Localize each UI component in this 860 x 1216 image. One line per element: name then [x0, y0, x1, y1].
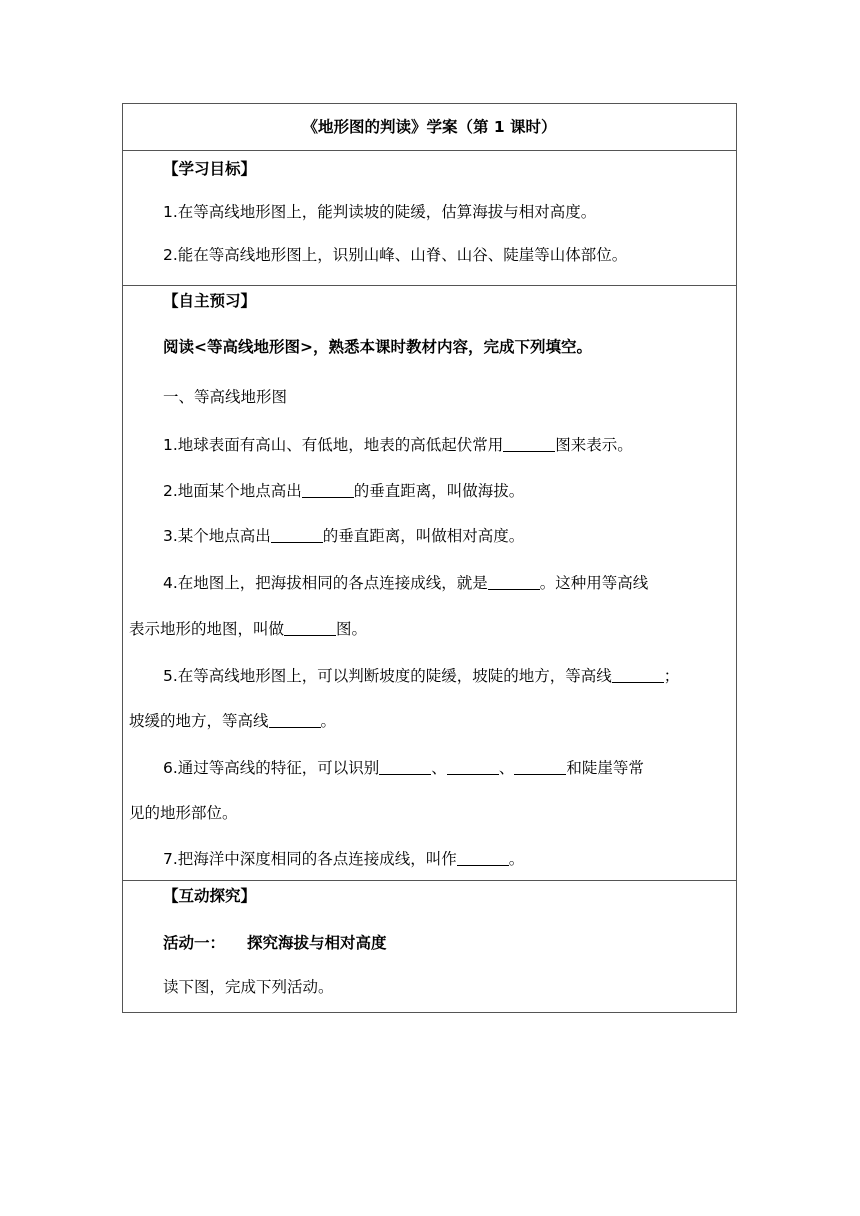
fill-blank[interactable]: [503, 437, 555, 452]
question-1: 1.地球表面有高山、有低地，地表的高低起伏常用 图来表示。: [163, 436, 633, 454]
question-3: 3.某个地点高出 的垂直距离，叫做相对高度。: [163, 527, 525, 545]
goal-item-2: 2.能在等高线地形图上，识别山峰、山脊、山谷、陡崖等山体部位。: [163, 246, 628, 264]
question-4-continued: 表示地形的地图，叫做 图。: [129, 620, 368, 638]
learning-goals-section: [123, 150, 736, 285]
activity-label: 活动一：: [163, 934, 226, 952]
section-heading: 一、等高线地形图: [163, 388, 288, 406]
fill-blank[interactable]: [379, 760, 431, 775]
title-row: [123, 104, 736, 150]
fill-blank[interactable]: [514, 760, 566, 775]
fill-blank[interactable]: [488, 575, 540, 590]
inquiry-heading: 【互动探究】: [163, 887, 257, 905]
fill-blank[interactable]: [302, 483, 354, 498]
fill-blank[interactable]: [457, 851, 509, 866]
question-5: 5.在等高线地形图上，可以判断坡度的陡缓，坡陡的地方，等高线 ；: [163, 667, 680, 685]
fill-blank[interactable]: [284, 621, 336, 636]
question-2: 2.地面某个地点高出 的垂直距离，叫做海拔。: [163, 482, 525, 500]
activity-heading: [123, 933, 736, 953]
fill-blank[interactable]: [612, 668, 664, 683]
worksheet-table: [122, 103, 737, 1013]
self-preview-section: [123, 285, 736, 880]
preview-heading: 【自主预习】: [163, 292, 257, 310]
goal-item-1: 1.在等高线地形图上，能判读坡的陡缓，估算海拔与相对高度。: [163, 203, 597, 221]
fill-blank[interactable]: [269, 713, 321, 728]
preview-intro: 阅读<等高线地形图>，熟悉本课时教材内容，完成下列填空。: [163, 338, 592, 356]
page-title: 《地形图的判读》学案（第 1 课时）: [302, 118, 557, 136]
activity-title: 探究海拔与相对高度: [247, 934, 387, 952]
learning-goals-heading: 【学习目标】: [163, 160, 257, 178]
question-5-continued: 坡缓的地方，等高线 。: [129, 712, 337, 730]
question-7: 7.把海洋中深度相同的各点连接成线，叫作 。: [163, 850, 525, 868]
fill-blank[interactable]: [271, 528, 323, 543]
activity-instruction: 读下图，完成下列活动。: [163, 978, 334, 996]
fill-blank[interactable]: [447, 760, 499, 775]
question-4: 4.在地图上，把海拔相同的各点连接成线，就是 。这种用等高线: [163, 574, 649, 592]
interactive-inquiry-section: [123, 880, 736, 1012]
question-6-continued: 见的地形部位。: [129, 804, 238, 822]
question-6: 6.通过等高线的特征，可以识别 、 、 和陡崖等常: [163, 759, 644, 777]
